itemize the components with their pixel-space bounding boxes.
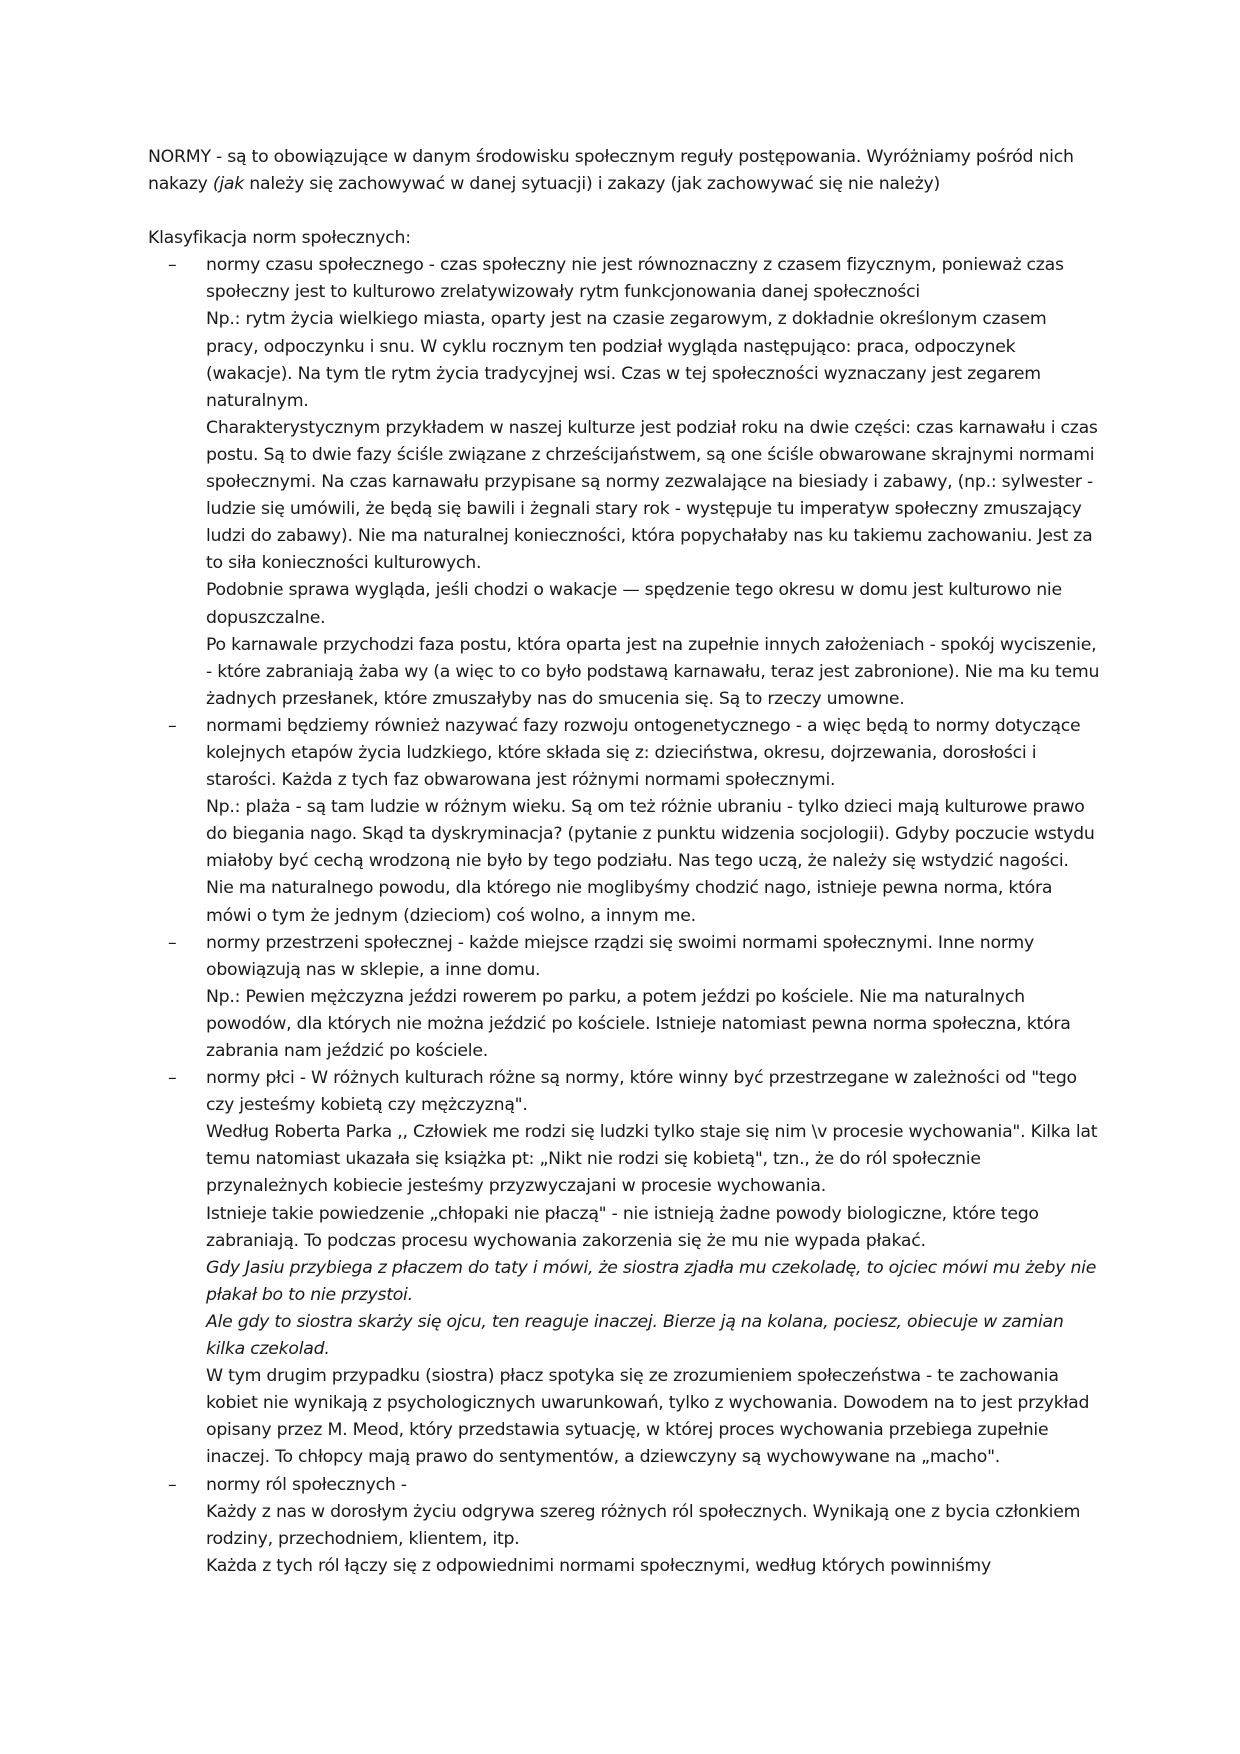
list-bullet: – [168, 1474, 177, 1495]
item-paragraph: Po karnawale przychodzi faza postu, która oparta jest na zupełnie innych założeniach - spokój wyciszenie, - które zabraniają żaba wy (a więc to co było podstawą karnawału, teraz jest zabronione). Nie ma ku temu żadnych przesłanek, które zmuszałyby nas do smucenia się. Są to rzeczy umowne. [206, 634, 1100, 709]
paragraph-gap [148, 198, 1100, 225]
list-item-space-norms [148, 930, 1100, 1065]
intro-paragraph [148, 144, 1100, 198]
item-italic-paragraph: Ale gdy to siostra skarży się ojcu, ten reaguje inaczej. Bierze ją na kolana, pociesz, obiecuje w zamian kilka czekolad. [206, 1311, 1064, 1360]
item-paragraph: Każdy z nas w dorosłym życiu odgrywa szereg różnych ról społecznych. Wynikają one z bycia członkiem rodziny, przechodniem, klientem, itp. [206, 1501, 1081, 1549]
item-paragraph: Według Roberta Parka ,, Człowiek me rodzi się ludzki tylko staje się nim \v procesie wychowania". Kilka lat temu natomiast ukazała się książka pt: „Nikt nie rodzi się kobietą", tzn., że do ról społecznie przynależnych kobiecie jesteśmy przyzwyczajani w procesie wychowania. [206, 1122, 1098, 1197]
list-item-time-norms [148, 252, 1100, 713]
intro-text-1: NORMY - są to obowiązujące w danym środowisku społecznym reguły postępowania. Wyróżniamy pośród nich nakazy [148, 147, 1074, 195]
item-paragraph: Charakterystycznym przykładem w naszej kulturze jest podział roku na dwie części: czas karnawału i czas postu. Są to dwie fazy ściśle związane z chrześcijaństwem, są one ściśle obwarowane skrajnymi normami społecznymi. Na czas karnawału przypisane są normy zezwalające na biesiady i zabawy, (np.: sylwester - ludzie się umówili, że będą się bawili i żegnali stary rok - występuje tu imperatyw społeczny zmuszający ludzi do zabawy). Nie ma naturalnej konieczności, która popychałaby nas ku takiemu zachowaniu. Jest za to siła konieczności kulturowych. [206, 417, 1098, 574]
item-paragraph: W tym drugim przypadku (siostra) płacz spotyka się ze zrozumieniem społeczeństwa - te zachowania kobiet nie wynikają z psychologicznych uwarunkowań, tylko z wychowania. Dowodem na to jest przykład opisany przez M. Meod, który przedstawia sytuację, w której proces wychowania przebiega zupełnie inaczej. To chłopcy mają prawo do sentymentów, a dziewczyny są wychowywane na „macho". [206, 1366, 1090, 1468]
item-paragraph: normy czasu społecznego - czas społeczny nie jest równoznaczny z czasem fizycznym, ponieważ czas społeczny jest to kulturowo zrelatywizowały rytm funkcjonowania danej społeczności [206, 255, 1064, 303]
item-paragraph: Podobnie sprawa wygląda, jeśli chodzi o wakacje — spędzenie tego okresu w domu jest kulturowo nie dopuszczalne. [206, 580, 1062, 628]
list-item-gender-norms [148, 1065, 1100, 1471]
classification-heading: Klasyfikacja norm społecznych: [148, 228, 411, 249]
item-paragraph: Np.: rytm życia wielkiego miasta, oparty jest na czasie zegarowym, z dokładnie określonym czasem pracy, odpoczynku i snu. W cyklu rocznym ten podział wygląda następująco: praca, odpoczynek (wakacje). Na tym tle rytm życia tradycyjnej wsi. Czas w tej społeczności wyznaczany jest zegarem naturalnym. [206, 309, 1047, 411]
list-bullet: – [168, 1068, 177, 1089]
item-paragraph: Każda z tych ról łączy się z odpowiednimi normami społecznymi, według których powinniśmy [206, 1555, 991, 1576]
intro-text-italic: (jak [212, 174, 245, 195]
item-paragraph: Np.: Pewien mężczyzna jeździ rowerem po parku, a potem jeździ po kościele. Nie ma naturalnych powodów, dla których nie można jeździć po kościele. Istnieje natomiast pewna norma społeczna, która zabrania nam jeździć po kościele. [206, 986, 1071, 1061]
item-italic-paragraph: Gdy Jasiu przybiega z płaczem do taty i mówi, że siostra zjadła mu czekoladę, to ojciec mówi mu żeby nie płakał bo to nie przystoi. [206, 1257, 1097, 1305]
intro-text-2: należy się zachowywać w danej sytuacji) i zakazy (jak zachowywać się nie należy) [244, 174, 940, 195]
item-paragraph: normy przestrzeni społecznej - każde miejsce rządzi się swoimi normami społecznymi. Inne normy obowiązują nas w sklepie, a inne domu. [206, 932, 1034, 980]
list-item-role-norms [148, 1472, 1100, 1580]
item-paragraph: normy płci - W różnych kulturach różne są normy, które winny być przestrzegane w zależności od "tego czy jesteśmy kobietą czy mężczyzną". [206, 1068, 1077, 1116]
item-paragraph: normy ról społecznych - [206, 1474, 407, 1495]
norm-list [148, 252, 1100, 1580]
list-bullet: – [168, 255, 177, 276]
list-item-ontogenetic-norms [148, 713, 1100, 930]
list-bullet: – [168, 932, 177, 953]
item-paragraph: Istnieje takie powiedzenie „chłopaki nie płaczą" - nie istnieją żadne powody biologiczne, które tego zabraniają. To podczas procesu wychowania zakorzenia się że mu nie wypada płakać. [206, 1203, 1039, 1251]
list-bullet: – [168, 715, 177, 736]
item-paragraph: Np.: plaża - są tam ludzie w różnym wieku. Są om też różnie ubraniu - tylko dzieci mają kulturowe prawo do biegania nago. Skąd ta dyskryminacja? (pytanie z punktu widzenia socjologii). Gdyby poczucie wstydu miałoby być cechą wrodzoną nie było by tego podziału. Nas tego uczą, że należy się wstydzić nagości. Nie ma naturalnego powodu, dla którego nie moglibyśmy chodzić nago, istnieje pewna norma, która mówi o tym że jednym (dzieciom) coś wolno, a innym me. [206, 797, 1095, 926]
item-paragraph: normami będziemy również nazywać fazy rozwoju ontogenetycznego - a więc będą to normy dotyczące kolejnych etapów życia ludzkiego, które składa się z: dzieciństwa, okresu, dojrzewania, dorosłości i starości. Każda z tych faz obwarowana jest różnymi normami społecznymi. [206, 715, 1081, 791]
